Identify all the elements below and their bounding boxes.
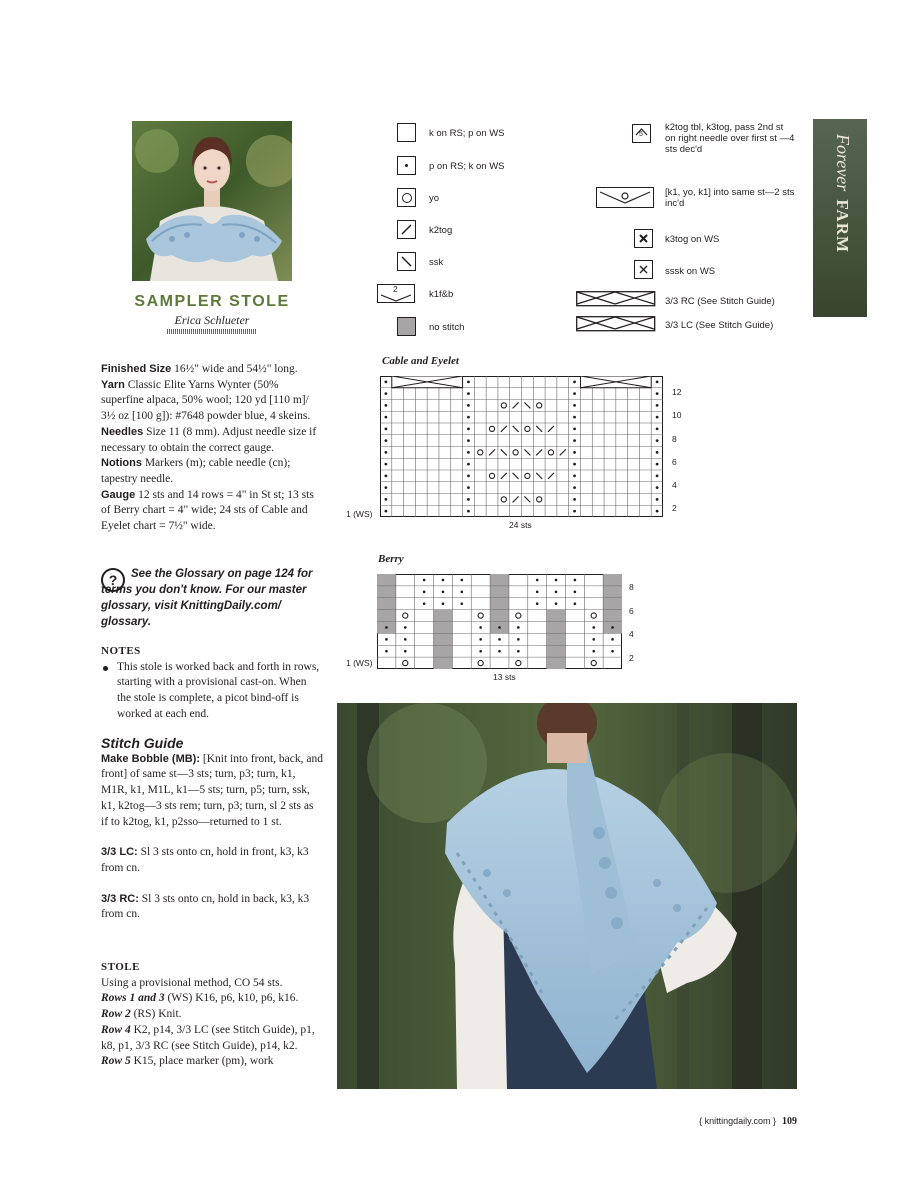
cable-width-label: 24 sts: [509, 520, 532, 530]
stole-row: Row 2 (RS) Knit.: [101, 1008, 182, 1021]
3-3-lc-symbol-icon: [576, 316, 656, 332]
chart-dot: [573, 486, 576, 489]
finished-size: Finished Size 16½" wide and 54½" long.: [101, 363, 298, 375]
footer-site: { knittingdaily.com }: [699, 1116, 776, 1126]
section-tab-label: ForeverFARM: [833, 134, 853, 254]
k2tog-symbol-icon: [397, 220, 416, 239]
glossary-text: See the Glossary on page 124 for terms you don't know. For our master glossary, visit KnittingDaily.com/ glossary.: [101, 568, 313, 628]
chart-dot: [656, 463, 659, 466]
page-number: 109: [782, 1116, 797, 1127]
stole-heading: STOLE: [101, 961, 140, 973]
chart-dot: [573, 451, 576, 454]
chart-dot: [467, 380, 470, 383]
cable-start-label: 1 (WS): [346, 509, 373, 519]
notes-item: This stole is worked back and forth in rows, starting with a provisional cast-on. When the stole is complete, a picot bind-off is worked at each end.: [101, 660, 323, 723]
section-tab: [813, 119, 867, 317]
chart-dot: [384, 404, 387, 407]
notes-section: [101, 644, 323, 723]
sssk-ws-symbol-icon: [634, 260, 653, 279]
chart-dot: [384, 416, 387, 419]
pattern-title: SAMPLER STOLE: [134, 293, 290, 310]
chart-dot: [467, 474, 470, 477]
chart-dot: [467, 510, 470, 513]
chart-dot: [384, 392, 387, 395]
dec4-symbol-icon: 5: [632, 124, 651, 143]
purl-symbol-icon: [397, 156, 416, 175]
chart-dot: [573, 404, 576, 407]
chart-dot: [467, 427, 470, 430]
chart-dot: [467, 392, 470, 395]
model-portrait-photo: [132, 121, 292, 281]
cable-chart-title: Cable and Eyelet: [382, 355, 459, 367]
berry-start-label: 1 (WS): [346, 658, 373, 668]
stitch-entry: 3/3 LC: Sl 3 sts onto cn, hold in front, k3, k3 from cn.: [101, 846, 309, 874]
chart-dot: [656, 416, 659, 419]
chart-dot: [384, 380, 387, 383]
stole-instructions: [101, 960, 323, 1070]
chart-dot: [656, 451, 659, 454]
inc2-symbol-icon: [596, 187, 654, 208]
chart-dot: [384, 486, 387, 489]
chart-dot: [384, 510, 387, 513]
chart-dot: [573, 474, 576, 477]
chart-dot: [573, 463, 576, 466]
chart-dot: [384, 463, 387, 466]
chart-dot: [384, 439, 387, 442]
notions: Notions Markers (m); cable needle (cn); tapestry needle.: [101, 457, 291, 485]
page-footer: [640, 1116, 797, 1127]
chart-dot: [467, 498, 470, 501]
berry-row-numbers: 8 6 4 2: [629, 582, 634, 663]
chart-dot: [467, 416, 470, 419]
cable-row-numbers: 12 10 8 6 4 2: [672, 387, 682, 514]
stole-row: Row 4 K2, p14, 3/3 LC (see Stitch Guide), p1, k8, p1, 3/3 RC (see Stitch Guide), p14, k2.: [101, 1023, 315, 1052]
chart-dot: [573, 498, 576, 501]
chart-dot: [656, 498, 659, 501]
chart-dot: [573, 392, 576, 395]
chart-dot: [573, 439, 576, 442]
model-back-photo: [337, 703, 797, 1089]
needles: Needles Size 11 (8 mm). Adjust needle size if necessary to obtain the correct gauge.: [101, 425, 317, 454]
chart-dot: [467, 439, 470, 442]
glossary-callout: [101, 566, 323, 630]
question-icon: ?: [101, 568, 125, 592]
stitch-entry: 3/3 RC: Sl 3 sts onto cn, hold in back, k3, k3 from cn.: [101, 892, 310, 921]
chart-key-right: 5 k2tog tbl, k3tog, pass 2nd st on right needle over first st —4 sts dec'd [k1, yo, k1] into same st—2 sts inc'd k3tog on WS sssk on WS 3/3 RC (See Stitch Guide) 3/3 LC (See Stitch Guide): [576, 122, 806, 342]
stitch-guide-section: [101, 736, 323, 923]
knit-symbol-icon: [397, 123, 416, 142]
ssk-symbol-icon: [397, 252, 416, 271]
chart-dot: [467, 486, 470, 489]
chart-dot: [656, 510, 659, 513]
chart-dot: [573, 427, 576, 430]
gauge: Gauge 12 sts and 14 rows = 4" in St st; 13 sts of Berry chart = 4" wide; 24 sts of Cable and Eyelet chart = 7½" wide.: [101, 488, 314, 533]
stole-intro: Using a provisional method, CO 54 sts.: [101, 976, 283, 989]
yarn: Yarn Classic Elite Yarns Wynter (50% superfine alpaca, 50% wool; 120 yd [110 m]/ 3½ oz [100 g]): #7648 powder blue, 4 skeins.: [101, 378, 311, 423]
berry-chart-grid: [377, 574, 623, 670]
chart-dot: [656, 392, 659, 395]
chart-dot: [656, 380, 659, 383]
chart-dot: [656, 486, 659, 489]
designer-name: Erica Schlueter: [174, 313, 250, 327]
chart-dot: [467, 404, 470, 407]
chart-dot: [384, 498, 387, 501]
skill-barcode-strip: [167, 329, 257, 334]
chart-dot: [573, 380, 576, 383]
chart-dot: [656, 427, 659, 430]
stitch-entry: Make Bobble (MB): [Knit into front, back, and front] of same st—3 sts; turn, p3; turn, k1, M1R, k1, M1L, k1—5 sts; turn, p5; turn, ssk, k1, k2tog—3 sts rem; turn, p3; turn, sl 2 sts as if to k2tog, k1, p2sso—returned to 1 st.: [101, 752, 323, 828]
chart-dot: [467, 463, 470, 466]
chart-dot: [467, 451, 470, 454]
chart-dot: [656, 404, 659, 407]
notes-heading: NOTES: [101, 645, 141, 657]
cable-chart-grid: [380, 376, 665, 518]
berry-width-label: 13 sts: [493, 672, 516, 682]
3-3-rc-symbol-icon: [576, 291, 656, 307]
yo-symbol-icon: [397, 188, 416, 207]
k3tog-ws-symbol-icon: [634, 229, 653, 248]
stole-row: Row 5 K15, place marker (pm), work: [101, 1055, 274, 1068]
chart-dot: [656, 439, 659, 442]
berry-chart-title: Berry: [378, 553, 404, 565]
pattern-specs: [101, 362, 323, 535]
chart-key-left: k on RS; p on WS p on RS; k on WS yo k2tog ssk 2 k1f&b no stitch: [397, 123, 597, 343]
chart-dot: [573, 416, 576, 419]
chart-dot: [384, 451, 387, 454]
chart-dot: [384, 474, 387, 477]
k1fb-symbol-icon: 2: [377, 284, 415, 303]
stitch-guide-heading: Stitch Guide: [101, 735, 184, 751]
chart-dot: [573, 510, 576, 513]
bullet-icon: [103, 666, 108, 671]
no-stitch-symbol-icon: [397, 317, 416, 336]
chart-dot: [384, 427, 387, 430]
stole-row: Rows 1 and 3 (WS) K16, p6, k10, p6, k16.: [101, 992, 299, 1005]
chart-dot: [656, 474, 659, 477]
